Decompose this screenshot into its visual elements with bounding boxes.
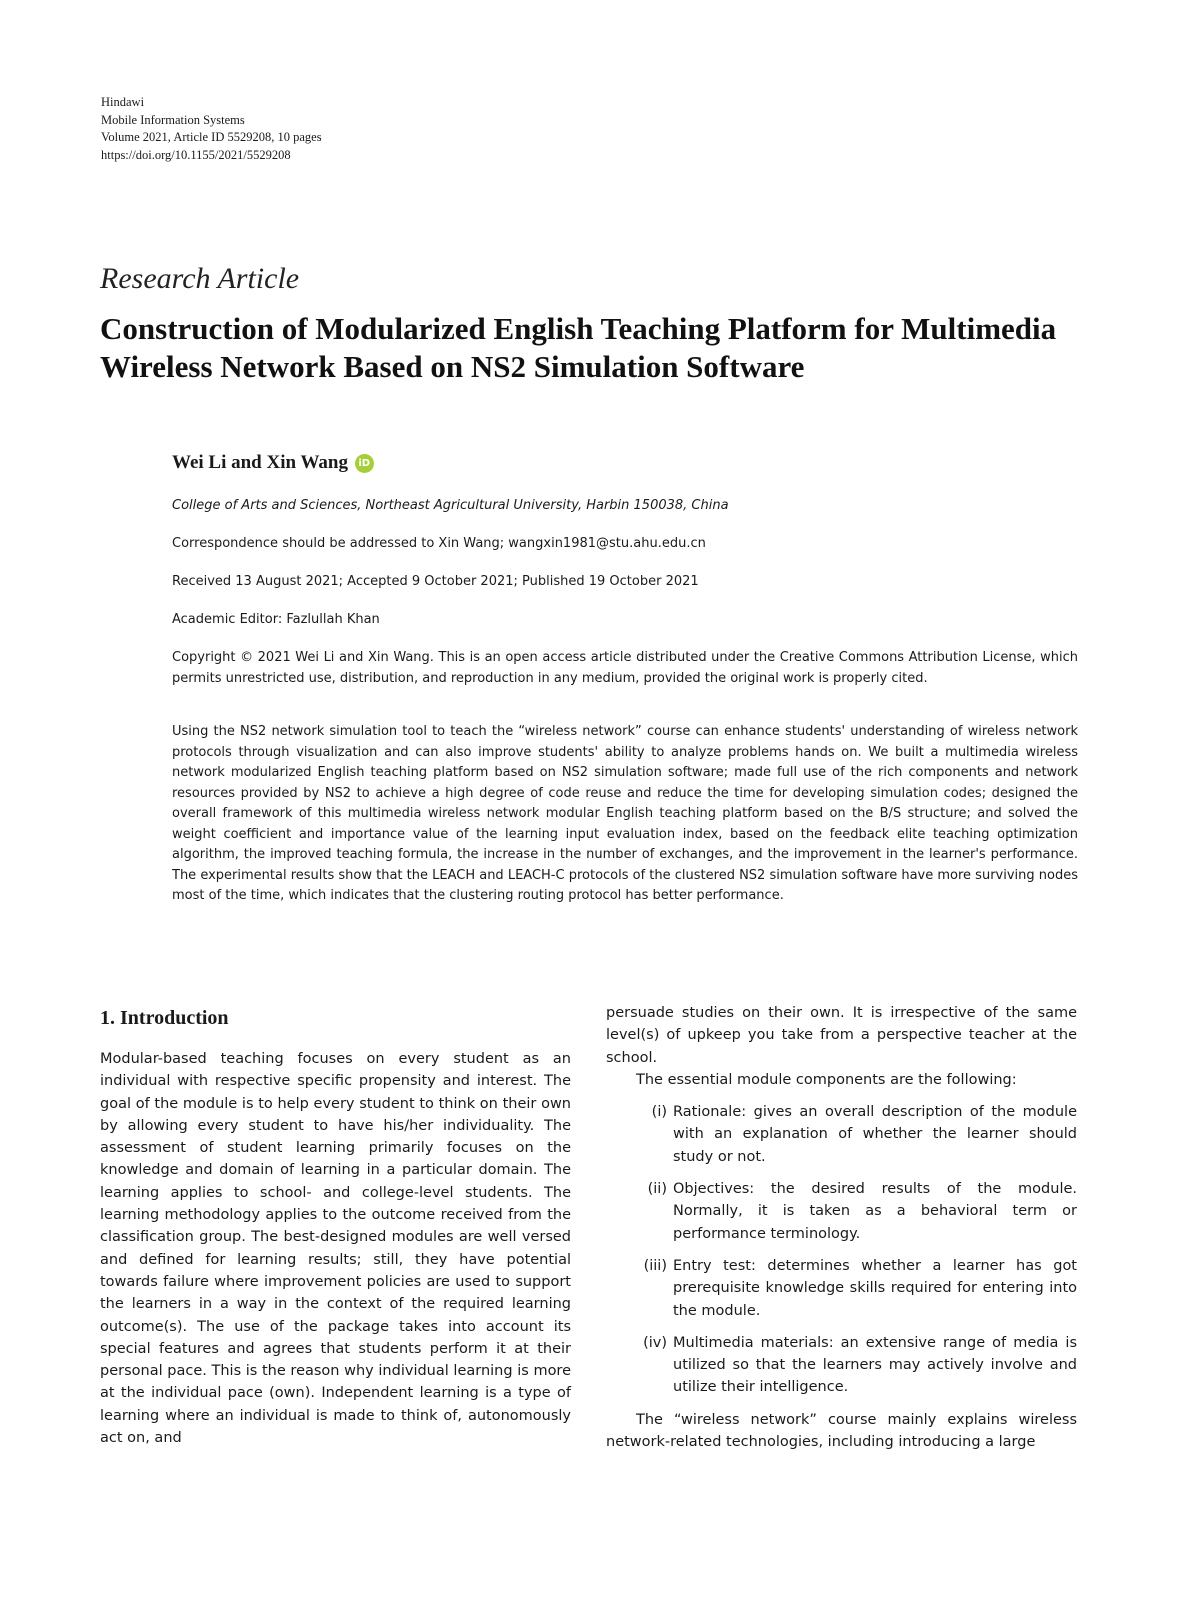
body-paragraph: The “wireless network” course mainly explains wireless network-related technologies, including introducing a large (606, 1411, 1077, 1451)
list-item-label: (ii) (647, 1181, 667, 1198)
list-item-text: Objectives: the desired results of the module. Normally, it is taken as a behavioral term or performance terminology. (673, 1181, 1077, 1242)
article-title: Construction of Modularized English Teaching Platform for Multimedia Wireless Network Based on NS2 Simulation Software (100, 311, 1057, 384)
abstract: Using the NS2 network simulation tool to teach the “wireless network” course can enhance students' understanding of wireless network protocols through visualization and can also improve students' ability to analyze problems hands on. We built a multimedia wireless network modularized English teaching platform based on NS2 simulation software; made full use of the rich components and network resources provided by NS2 to achieve a high degree of code reuse and reduce the time for developing simulation codes; designed the overall framework of this multimedia wireless network modular English teaching platform based on the B/S structure; and solved the weight coefficient and importance value of the learning input evaluation index, based on the feedback elite teaching optimization algorithm, the improved teaching formula, the increase in the number of exchanges, and the improvement in the learner's performance. The experimental results show that the LEACH and LEACH-C protocols of the clustered NS2 simulation software have more surviving nodes most of the time, which indicates that the clustering routing protocol has better performance. (172, 724, 1078, 903)
list-item-label: (i) (651, 1104, 667, 1121)
author-line (172, 452, 374, 474)
copyright-notice: Copyright © 2021 Wei Li and Xin Wang. This is an open access article distributed under the Creative Commons Attribution License, which permits unrestricted use, distribution, and reproduction in any medium, provided the original work is properly cited. (172, 650, 1078, 686)
publication-dates: Received 13 August 2021; Accepted 9 October 2021; Published 19 October 2021 (172, 574, 699, 589)
right-column (606, 1002, 1077, 1453)
list-item (606, 1255, 1077, 1322)
continuation-paragraph: persuade studies on their own. It is irrespective of the same level(s) of upkeep you take from a perspective teacher at the school. (606, 1005, 1077, 1066)
affiliation: College of Arts and Sciences, Northeast Agricultural University, Harbin 150038, China (172, 498, 729, 513)
journal-name: Mobile Information Systems (101, 112, 245, 127)
doi-link[interactable]: https://doi.org/10.1155/2021/5529208 (101, 147, 291, 162)
list-item-text: Entry test: determines whether a learner has got prerequisite knowledge skills required for entering into the module. (673, 1257, 1077, 1319)
intro-paragraph: Modular-based teaching focuses on every student as an individual with respective specific propensity and interest. The goal of the module is to help every student to think on their own by allowing every student to have his/her individuality. The assessment of student learning primarily focuses on the knowledge and domain of learning in a particular domain. The learning applies to school- and college-level students. The learning methodology applies to the outcome received from the classification group. The best-designed modules are well versed and defined for learning results; still, they have potential towards failure where improvement policies are used to support the learners in a way in the context of the required learning outcome(s). The use of the package takes into account its special features and agrees that students perform it at their personal pace. This is the reason why individual learning is more at the individual pace (own). Independent learning is a type of learning where an individual is made to think of, autonomously act on, and (100, 1051, 571, 1447)
article-type: Research Article (100, 262, 300, 295)
list-item-label: (iii) (643, 1257, 667, 1274)
author-names: Wei Li and Xin Wang (172, 452, 348, 473)
section-heading-introduction: 1. Introduction (100, 1007, 229, 1029)
list-item-label: (iv) (643, 1334, 667, 1351)
correspondence: Correspondence should be addressed to Xin Wang; wangxin1981@stu.ahu.edu.cn (172, 536, 706, 551)
academic-editor: Academic Editor: Fazlullah Khan (172, 612, 380, 627)
list-item (606, 1101, 1077, 1168)
list-item (606, 1332, 1077, 1399)
list-item (606, 1178, 1077, 1245)
volume-info: Volume 2021, Article ID 5529208, 10 pages (101, 130, 322, 144)
list-intro: The essential module components are the following: (636, 1071, 1017, 1088)
publisher-name: Hindawi (101, 95, 145, 109)
list-item-text: Rationale: gives an overall description of the module with an explanation of whether the learner should study or not. (673, 1104, 1077, 1165)
list-item-text: Multimedia materials: an extensive range of media is utilized so that the learners may actively involve and utilize their intelligence. (673, 1334, 1077, 1396)
orcid-icon[interactable]: iD (355, 454, 374, 473)
journal-header (101, 94, 322, 164)
